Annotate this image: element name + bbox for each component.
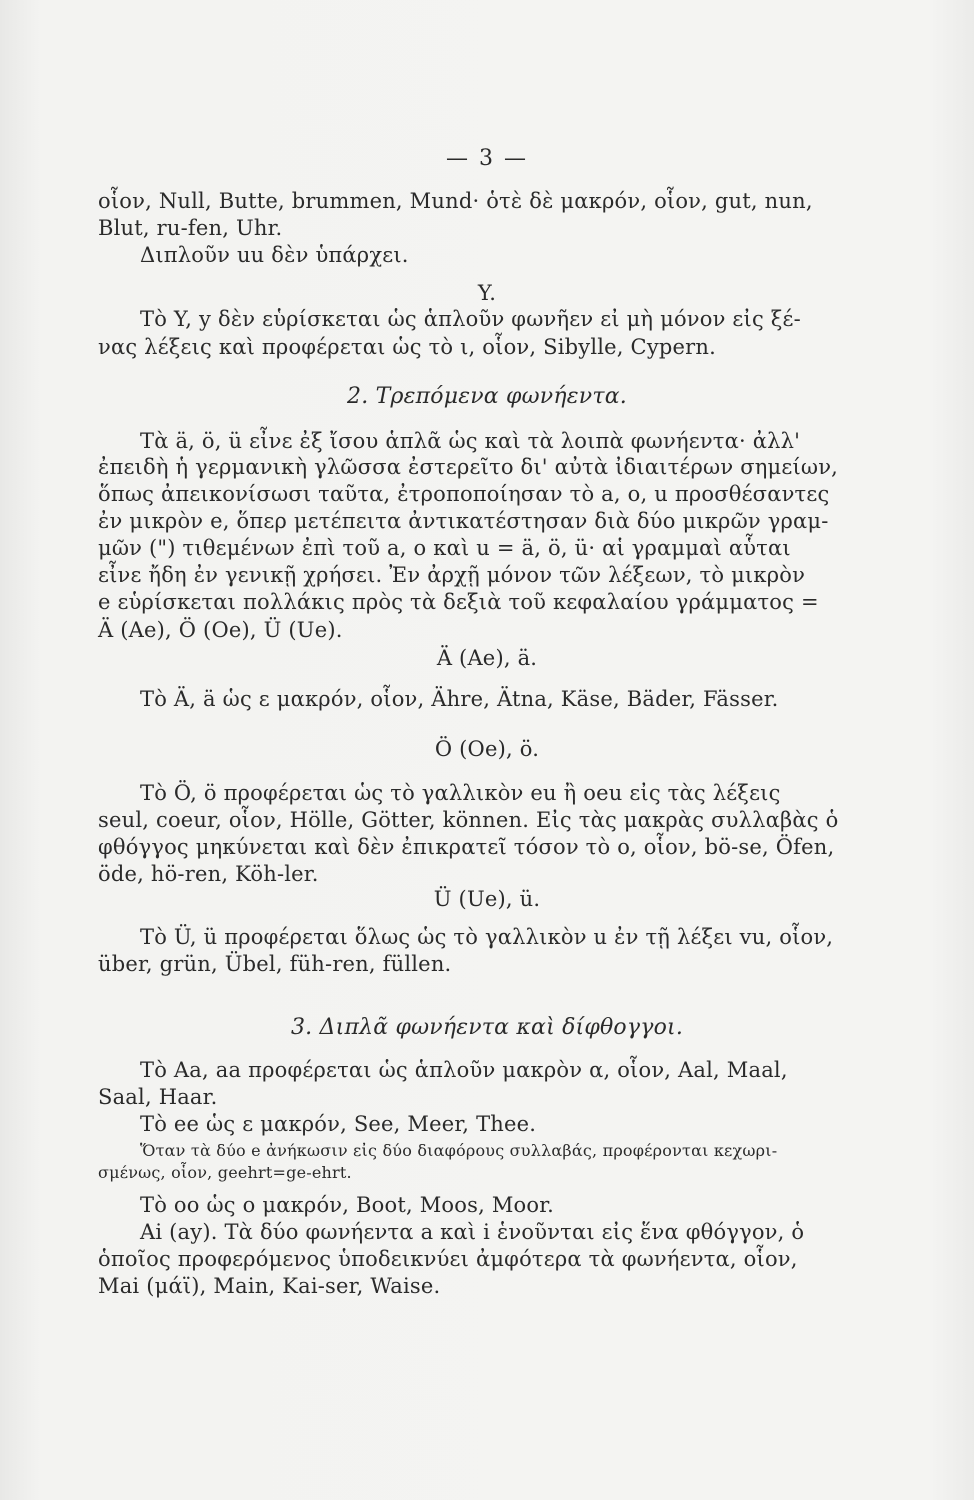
text-line: ἐπειδὴ ἡ γερμανικὴ γλῶσσα ἐστερεῖτο δι' αὐτὰ ἰδιαιτέρων σημείων, <box>98 455 839 479</box>
footnote-line: σμένως, οἷον, geehrt=ge-ehrt. <box>98 1163 352 1182</box>
text-line: οἷον, Null, Butte, brummen, Mund· ὁτὲ δὲ μακρόν, οἷον, gut, nun, <box>98 189 813 213</box>
text-line: νας λέξεις καὶ προφέρεται ὡς τὸ ι, οἷον, Sibylle, Cypern. <box>98 335 716 359</box>
text-line: Τὸ Aa, aa προφέρεται ὡς ἁπλοῦν μακρὸν α, οἷον, Aal, Maal, <box>140 1058 788 1082</box>
text-line: seul, coeur, οἷον, Hölle, Götter, können. Εἰς τὰς μακρὰς συλλαβὰς ὁ <box>98 808 839 832</box>
text-line: Τὸ ee ὡς ε μακρόν, See, Meer, Thee. <box>140 1112 537 1136</box>
subheading-oe: Ö (Oe), ö. <box>434 737 540 761</box>
subheading-ue: Ü (Ue), ü. <box>433 887 541 911</box>
text-line: Τὸ Y, y δὲν εὑρίσκεται ὡς ἁπλοῦν φωνῆεν εἰ μὴ μόνον εἰς ξέ- <box>140 307 801 331</box>
text-line: μῶν (") τιθεμένων ἐπὶ τοῦ a, o καὶ u = ä, ö, ü· αἱ γραμμαὶ αὗται <box>98 536 791 560</box>
page-number: — 3 — <box>446 146 528 171</box>
subheading-ae: Ä (Ae), ä. <box>436 646 538 670</box>
text-line: Διπλοῦν uu δὲν ὑπάρχει. <box>140 243 409 267</box>
text-line: ἐν μικρὸν e, ὅπερ μετέπειτα ἀντικατέστησαν διὰ δύο μικρῶν γραμ- <box>98 509 829 533</box>
text-line: über, grün, Übel, füh-ren, füllen. <box>98 952 452 976</box>
text-line: ὁποῖος προφερόμενος ὑποδεικνύει ἀμφότερα τὰ φωνήεντα, οἷον, <box>98 1247 798 1271</box>
section-heading: 2. Τρεπόμενα φωνήεντα. <box>347 384 627 409</box>
text-line: Τὸ Ä, ä ὡς ε μακρόν, οἷον, Ähre, Ätna, Käse, Bäder, Fässer. <box>140 687 779 711</box>
section-heading: 3. Διπλᾶ φωνήεντα καὶ δίφθογγοι. <box>290 1015 684 1040</box>
text-line: Mai (μάϊ), Main, Kai-ser, Waise. <box>98 1274 441 1298</box>
footnote-line: Ὅταν τὰ δύο e ἀνήκωσιν εἰς δύο διαφόρους συλλαβάς, προφέρονται κεχωρι- <box>140 1141 778 1160</box>
text-line: Τὸ oo ὡς ο μακρόν, Boot, Moos, Moor. <box>140 1193 555 1217</box>
text-line: φθόγγος μηκύνεται καὶ δὲν ἐπικρατεῖ τόσον τὸ o, οἷον, bö-se, Öfen, <box>98 835 835 859</box>
text-line: öde, hö-ren, Köh-ler. <box>98 862 319 886</box>
text-line: ὅπως ἀπεικονίσωσι ταῦτα, ἐτροποποίησαν τὸ a, o, u προσθέσαντες <box>98 482 830 506</box>
text-line: εἶνε ἤδη ἐν γενικῇ χρήσει. Ἐν ἀρχῇ μόνον τῶν λέξεων, τὸ μικρὸν <box>98 563 806 587</box>
text-line: e εὑρίσκεται πολλάκις πρὸς τὰ δεξιὰ τοῦ κεφαλαίου γράμματος = <box>98 590 819 614</box>
text-line: Blut, ru-fen, Uhr. <box>98 216 283 240</box>
text-line: Τὸ Ü, ü προφέρεται ὅλως ὡς τὸ γαλλικὸν u ἐν τῇ λέξει vu, οἷον, <box>140 925 834 949</box>
text-line: Τὰ ä, ö, ü εἶνε ἐξ ἴσου ἁπλᾶ ὡς καὶ τὰ λοιπὰ φωνήεντα· ἀλλ' <box>140 429 801 453</box>
text-line: Τὸ Ö, ö προφέρεται ὡς τὸ γαλλικὸν eu ἢ oeu εἰς τὰς λέξεις <box>140 781 781 805</box>
section-letter-y: Y. <box>477 281 497 305</box>
text-line: Saal, Haar. <box>98 1085 218 1109</box>
text-line: Ai (ay). Τὰ δύο φωνήεντα a καὶ i ἑνοῦνται εἰς ἕνα φθόγγον, ὁ <box>140 1220 805 1244</box>
text-line: Ä (Ae), Ö (Oe), Ü (Ue). <box>98 618 343 642</box>
